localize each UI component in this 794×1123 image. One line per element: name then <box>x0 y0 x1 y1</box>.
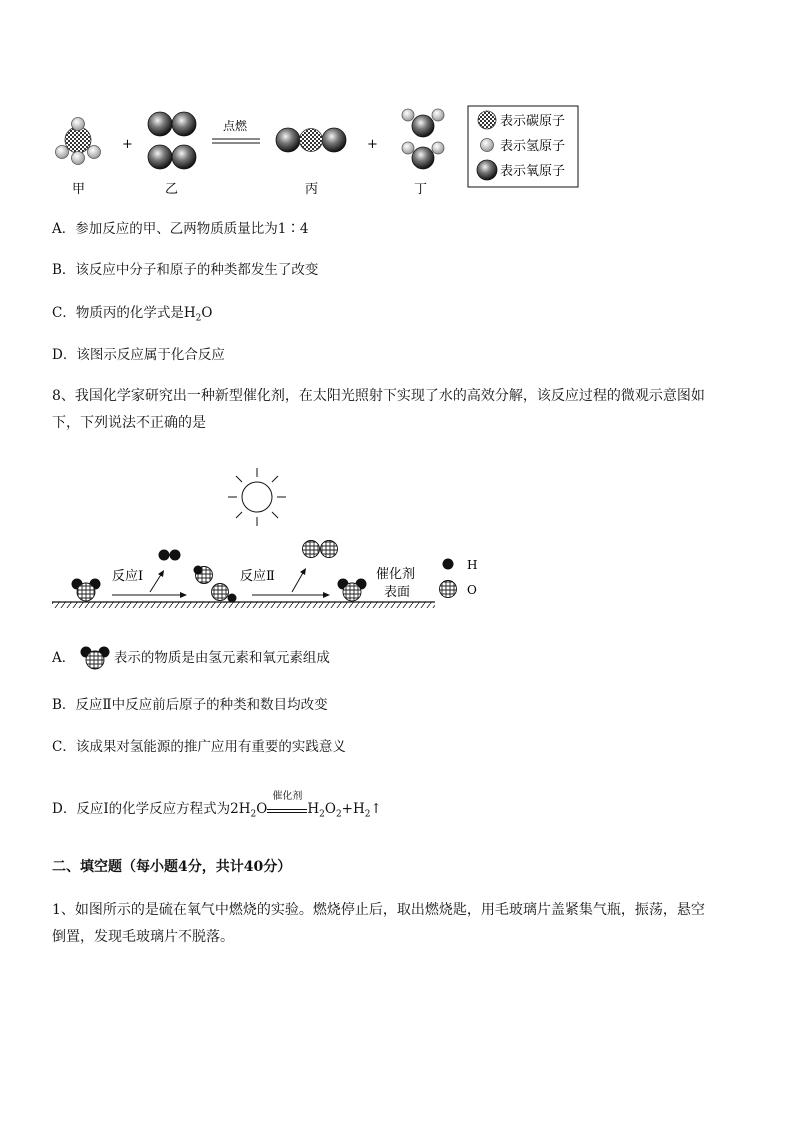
q7-option-d: D．该图示反应属于化合反应 <box>52 347 225 363</box>
water-molecule-start <box>72 579 101 602</box>
q8-stem-line-1: 8、我国化学家研究出一种新型催化剂，在太阳光照射下实现了水的高效分解，该反应过程的微观示意图如 <box>52 388 705 404</box>
plus-sign-1: + <box>122 137 133 152</box>
hydrogen-molecule <box>159 550 181 561</box>
q8-stem <box>52 383 705 437</box>
legend-hydrogen: 表示氢原子 <box>500 139 566 154</box>
fill-q1-stem <box>52 897 705 951</box>
legend-o-label: O <box>467 583 477 597</box>
q7-option-c: C．物质丙的化学式是$H_2O$ <box>52 305 213 324</box>
water-splitting-figure <box>40 460 500 615</box>
q8-option-b: B．反应Ⅱ中反应前后原子的种类和数目均改变 <box>52 697 328 713</box>
catalyst-equals-sign: 催化剂 <box>267 801 307 813</box>
label-bing: 丙 <box>305 182 319 197</box>
q7-option-a: A．参加反应的甲、乙两物质质量比为1∶4 <box>52 221 309 237</box>
section-heading: 二、填空题（每小题4分，共计40分） <box>52 859 292 875</box>
q7-option-b: B．该反应中分子和原子的种类都发生了改变 <box>52 262 319 278</box>
catalyst-label-1: 催化剂 <box>376 567 416 582</box>
atom-legend <box>468 106 578 187</box>
q8-stem-line-2: 下，下列说法不正确的是 <box>52 415 206 431</box>
label-ding: 丁 <box>414 182 428 197</box>
legend-h-label: H <box>467 558 478 572</box>
q8-option-d: D．反应Ⅰ的化学反应方程式为$2H_2O$ 催化剂 $H_2O_2+H_2↑$ <box>52 791 382 820</box>
water-molecule-end <box>338 579 367 602</box>
reaction-figure-1 <box>40 100 600 200</box>
molecule-ding <box>402 109 444 169</box>
oxygen-molecule <box>303 541 338 558</box>
legend-carbon: 表示碳原子 <box>500 114 566 129</box>
legend-h-dot <box>443 559 454 570</box>
reaction-2-label: 反应Ⅱ <box>240 569 275 584</box>
q8-option-c: C．该成果对氢能源的推广应用有重要的实践意义 <box>52 739 346 755</box>
legend-o-circle <box>440 581 457 598</box>
hydrogen-peroxide-molecule <box>194 566 237 603</box>
molecule-yi <box>148 112 196 169</box>
label-yi: 乙 <box>165 182 179 197</box>
label-jia: 甲 <box>72 182 86 197</box>
reaction-1-label: 反应Ⅰ <box>112 569 144 584</box>
fill-q1-line-2: 倒置，发现毛玻璃片不脱落。 <box>52 929 234 945</box>
catalyst-label-2: 表面 <box>384 585 411 600</box>
reaction-condition: 点燃 <box>223 119 248 133</box>
molecule-bing <box>276 128 346 152</box>
fill-q1-line-1: 1、如图所示的是硫在氧气中燃烧的实验。燃烧停止后，取出燃烧匙，用毛玻璃片盖紧集气瓶，振荡，悬空 <box>52 902 705 918</box>
molecule-jia <box>56 118 101 165</box>
q8-option-a: A． 表示的物质是由氢元素和氧元素组成 <box>52 646 330 670</box>
sun-icon <box>228 468 286 526</box>
legend-oxygen: 表示氧原子 <box>500 164 566 179</box>
plus-sign-2: + <box>367 137 378 152</box>
water-molecule-icon <box>80 646 110 670</box>
